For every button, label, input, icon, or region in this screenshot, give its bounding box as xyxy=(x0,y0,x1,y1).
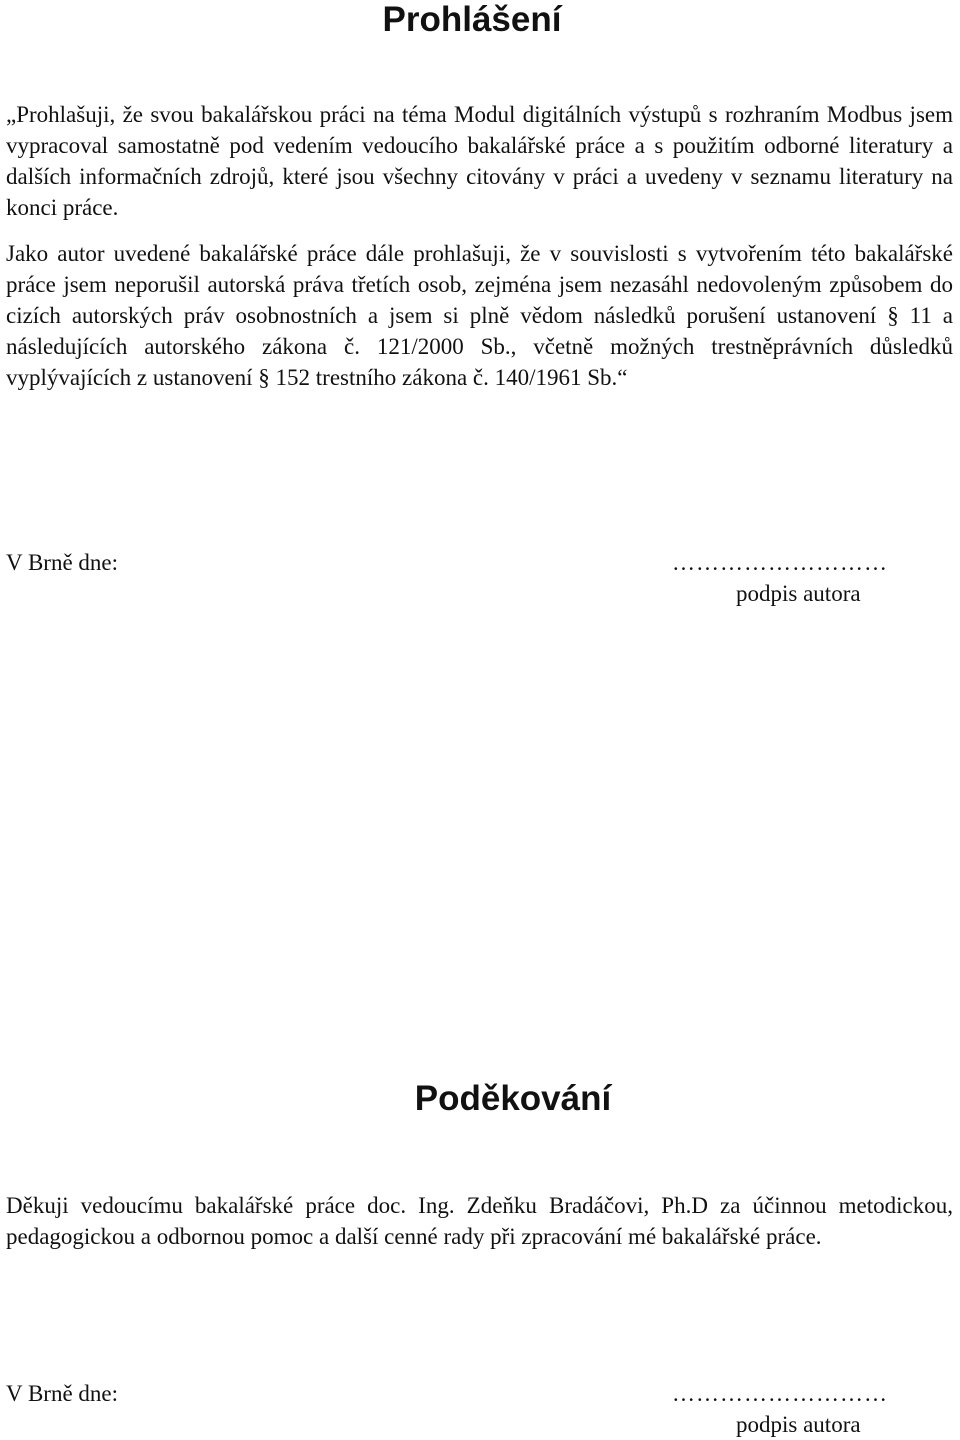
declaration-signature-block xyxy=(672,547,942,609)
declaration-paragraph-2: Jako autor uvedené bakalářské práce dále prohlašuji, že v souvislosti s vytvořením této bakalářské práce jsem neporušil autorská práva třetích osob, zejména jsem nezasáhl nedovoleným způsobem do cizích autorských práv osobnostních a jsem si plně vědom následků porušení ustanovení § 11 a následujících autorského zákona č. 121/2000 Sb., včetně možných trestněprávních důsledků vyplývajících z ustanovení § 152 trestního zákona č. 140/1961 Sb.“ xyxy=(6,241,953,390)
acknowledgement-title: Poděkování xyxy=(414,1079,612,1118)
declaration-paragraph-1: „Prohlašuji, že svou bakalářskou práci na téma Modul digitálních výstupů s rozhraním Modbus jsem vypracoval samostatně pod vedením vedoucího bakalářské práce a s použitím odborné literatury a dalších informačních zdrojů, které jsou všechny citovány v práci a uvedeny v seznamu literatury na konci práce. xyxy=(6,102,953,220)
signature-label: podpis autora xyxy=(736,581,861,606)
declaration-title: Prohlášení xyxy=(382,0,562,39)
signature-label: podpis autora xyxy=(736,1412,861,1437)
acknowledgement-place-date: V Brně dne: xyxy=(6,1381,119,1406)
declaration-place-date: V Brně dne: xyxy=(6,550,119,575)
acknowledgement-paragraph: Děkuji vedoucímu bakalářské práce doc. Ing. Zdeňku Bradáčovi, Ph.D za účinnou metodickou, pedagogickou a odbornou pomoc a další cenné rady při zpracování mé bakalářské práce. xyxy=(6,1193,953,1249)
acknowledgement-signature-block xyxy=(672,1378,942,1440)
signature-line: ……………………… xyxy=(672,550,888,575)
signature-line: ……………………… xyxy=(672,1381,888,1406)
